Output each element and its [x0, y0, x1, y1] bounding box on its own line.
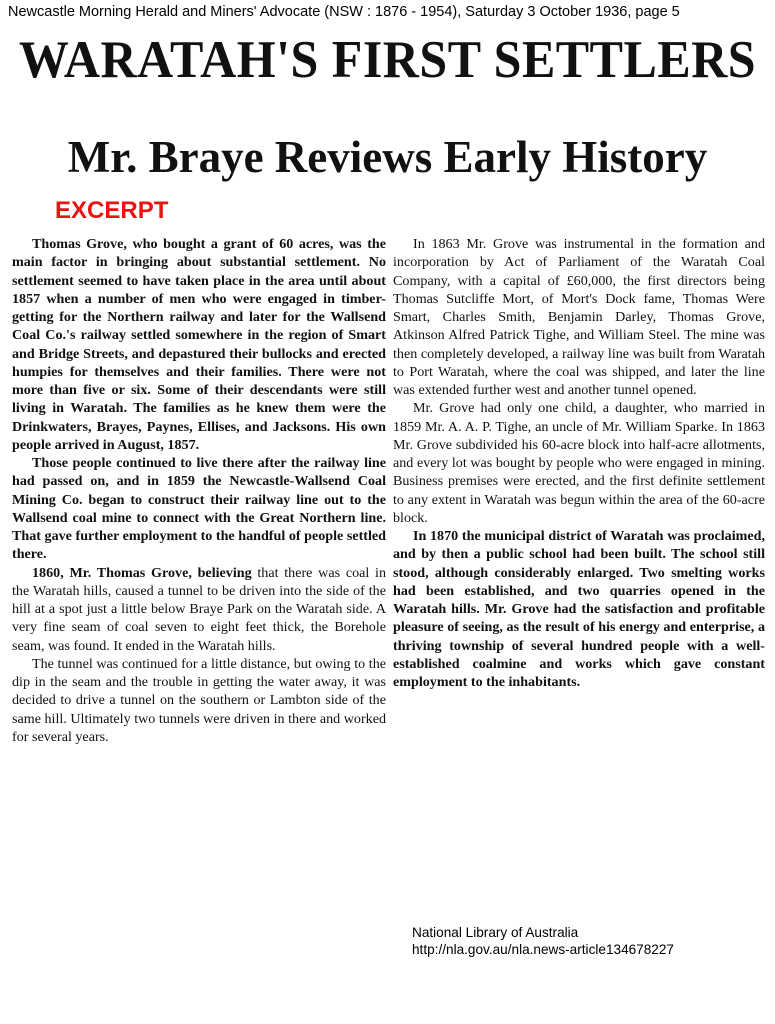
article-paragraph: The tunnel was continued for a little distance, but owing to the dip in the seam and the trouble in getting the water away, it was decided to drive a tunnel on the southern or Lambton side of the same hill. Ultimately two tunnels were driven in there and worked for several years.	[12, 655, 386, 745]
article-paragraph: Mr. Grove had only one child, a daughter, who married in 1859 Mr. A. A. P. Tighe, an uncle of Mr. William Sparke. In 1863 Mr. Grove subdivided his 60-acre block into half-acre allotments, and every lot was bought by people who were engaged in mining. Business premises were erected, and the first definite settlement to any extent in Waratah was begun within the area of the 60-acre block.	[393, 400, 765, 526]
article-paragraph: In 1870 the municipal district of Waratah was proclaimed, and by then a public school had been built. The school still stood, although considerably enlarged. Two smelting works had been established, and two quarries opened in the Waratah hills. Mr. Grove had the satisfaction and profitable pleasure of seeing, as the result of his energy and enterprise, a thriving township of several hundred people with a well-established coalmine and works which gave constant employment to the inhabitants.	[393, 528, 765, 690]
article-paragraph	[12, 564, 386, 655]
article-url[interactable]: http://nla.gov.au/nla.news-article134678227	[412, 942, 674, 957]
library-name: National Library of Australia	[412, 925, 579, 940]
article-paragraph: Those people continued to live there after the railway line had passed on, and in 1859 the Newcastle-Wallsend Coal Mining Co. began to construct their railway line out to the Wallsend coal mine to connect with the Great Northern line. That gave further employment to the handful of people settled there.	[12, 455, 386, 563]
headline: WARATAH'S FIRST SETTLERS	[18, 29, 757, 89]
article-paragraph: Thomas Grove, who bought a grant of 60 acres, was the main factor in bringing about substantial settlement. No settlement seemed to have taken place in the area until about 1857 when a number of men who were engaged in timber-getting for the Northern railway and later for the Wallsend Coal Co.'s railway settled somewhere in the region of Smart and Bridge Streets, and depastured their bullocks and erected humpies for themselves and their families. There were not more than five or six. Some of their descendants were still living in Waratah. The families as he knew them were the Drinkwaters, Brayes, Paynes, Ellises, and Jacksons. His own people arrived in August, 1857.	[12, 236, 386, 453]
article-column-right	[393, 235, 765, 691]
excerpt-label: EXCERPT	[55, 197, 169, 224]
library-credit	[412, 924, 762, 958]
paragraph-lead: 1860, Mr. Thomas Grove, believing	[32, 564, 252, 581]
paragraph-body: that there was coal in the Waratah hills, caused a tunnel to be driven into the side of the hill at a spot just a little below Braye Park on the Waratah side. A very fine seam of coal seven to eight feet thick, the Borehole seam, was found. It ended in the Waratah hills.	[12, 564, 387, 654]
article-paragraph: In 1863 Mr. Grove was instrumental in the formation and incorporation by Act of Parliament of the Waratah Coal Company, with a capital of £60,000, the first directors being Thomas Sutcliffe Mort, of Mort's Dock fame, Thomas Were Smart, Charles Smith, Benjamin Darley, Thomas Grove, Atkinson Alfred Patrick Tighe, and William Steel. The mine was then completely developed, a railway line was built from Waratah to Port Waratah, where the coal was shipped, and later the line was extended further west and another tunnel opened.	[393, 236, 765, 398]
subheadline: Mr. Braye Reviews Early History	[67, 132, 708, 182]
article-column-left	[12, 235, 386, 746]
source-citation: Newcastle Morning Herald and Miners' Advocate (NSW : 1876 - 1954), Saturday 3 October 1936, page 5	[8, 4, 680, 20]
